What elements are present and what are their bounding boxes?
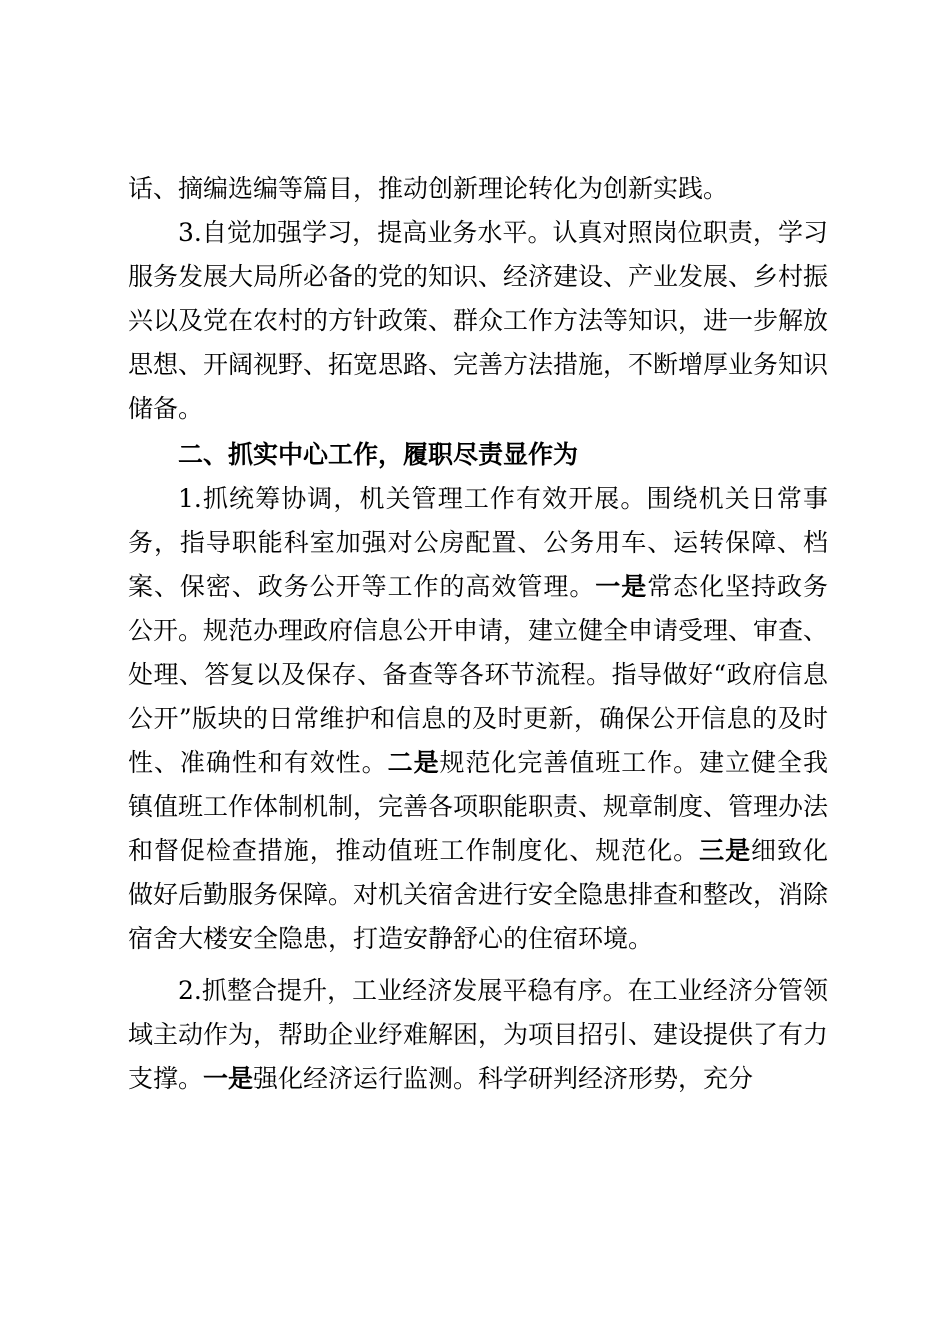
paragraph-text: 细致化做好后勤服务保障。对机关宿舍进行安全隐患排查和整改，消除宿舍大楼安全隐患，打造安静舒心的住宿环境。 xyxy=(128,836,829,953)
lead-marker-first: 一是 xyxy=(595,572,648,601)
paragraph-continued: 话、摘编选编等篇目，推动创新理论转化为创新实践。 xyxy=(128,174,729,203)
section-heading: 二、抓实中心工作，履职尽责显作为 xyxy=(178,440,579,469)
paragraph-text: 强化经济运行监测。科学研判经济形势，充分 xyxy=(253,1064,754,1093)
paragraph-intro: 1.抓统筹协调，机关管理工作有效开展。围绕机关日常事务，指导职能科室加强对公房配置、公务用车、运转保障、档案、保密、政务公开等工作的高效管理。 xyxy=(128,484,828,601)
paragraph-text: 规范化完善值班工作。建立健全我镇值班工作体制机制，完善各项职能职责、规章制度、管理办法和督促检查措施，推动值班工作制度化、规范化。 xyxy=(128,748,829,865)
paragraph-study: 3.自觉加强学习，提高业务水平。认真对照岗位职责，学习服务发展大局所必备的党的知识、经济建设、产业发展、乡村振兴以及党在农村的方针政策、群众工作方法等知识，进一步解放思想、开阔视野、拓宽思路、完善方法措施，不断增厚业务知识储备。 xyxy=(128,218,829,423)
paragraph-intro: 2.抓整合提升，工业经济发展平稳有序。在工业经济分管领域主动作为，帮助企业纾难解困，为项目招引、建设提供了有力支撑。 xyxy=(128,976,829,1093)
paragraph-coordination xyxy=(128,477,828,961)
lead-marker-third: 三是 xyxy=(699,836,752,865)
document-body xyxy=(128,167,828,1101)
lead-marker-first: 一是 xyxy=(203,1064,254,1093)
paragraph-text: 常态化坚持政务公开。规范办理政府信息公开申请，建立健全申请受理、审查、处理、答复以及保存、备查等各环节流程。指导做好“政府信息公开”版块的日常维护和信息的及时更新，确保公开信息的及时性、准确性和有效性。 xyxy=(128,572,829,777)
lead-marker-second: 二是 xyxy=(387,748,440,777)
paragraph-industry xyxy=(128,969,828,1101)
